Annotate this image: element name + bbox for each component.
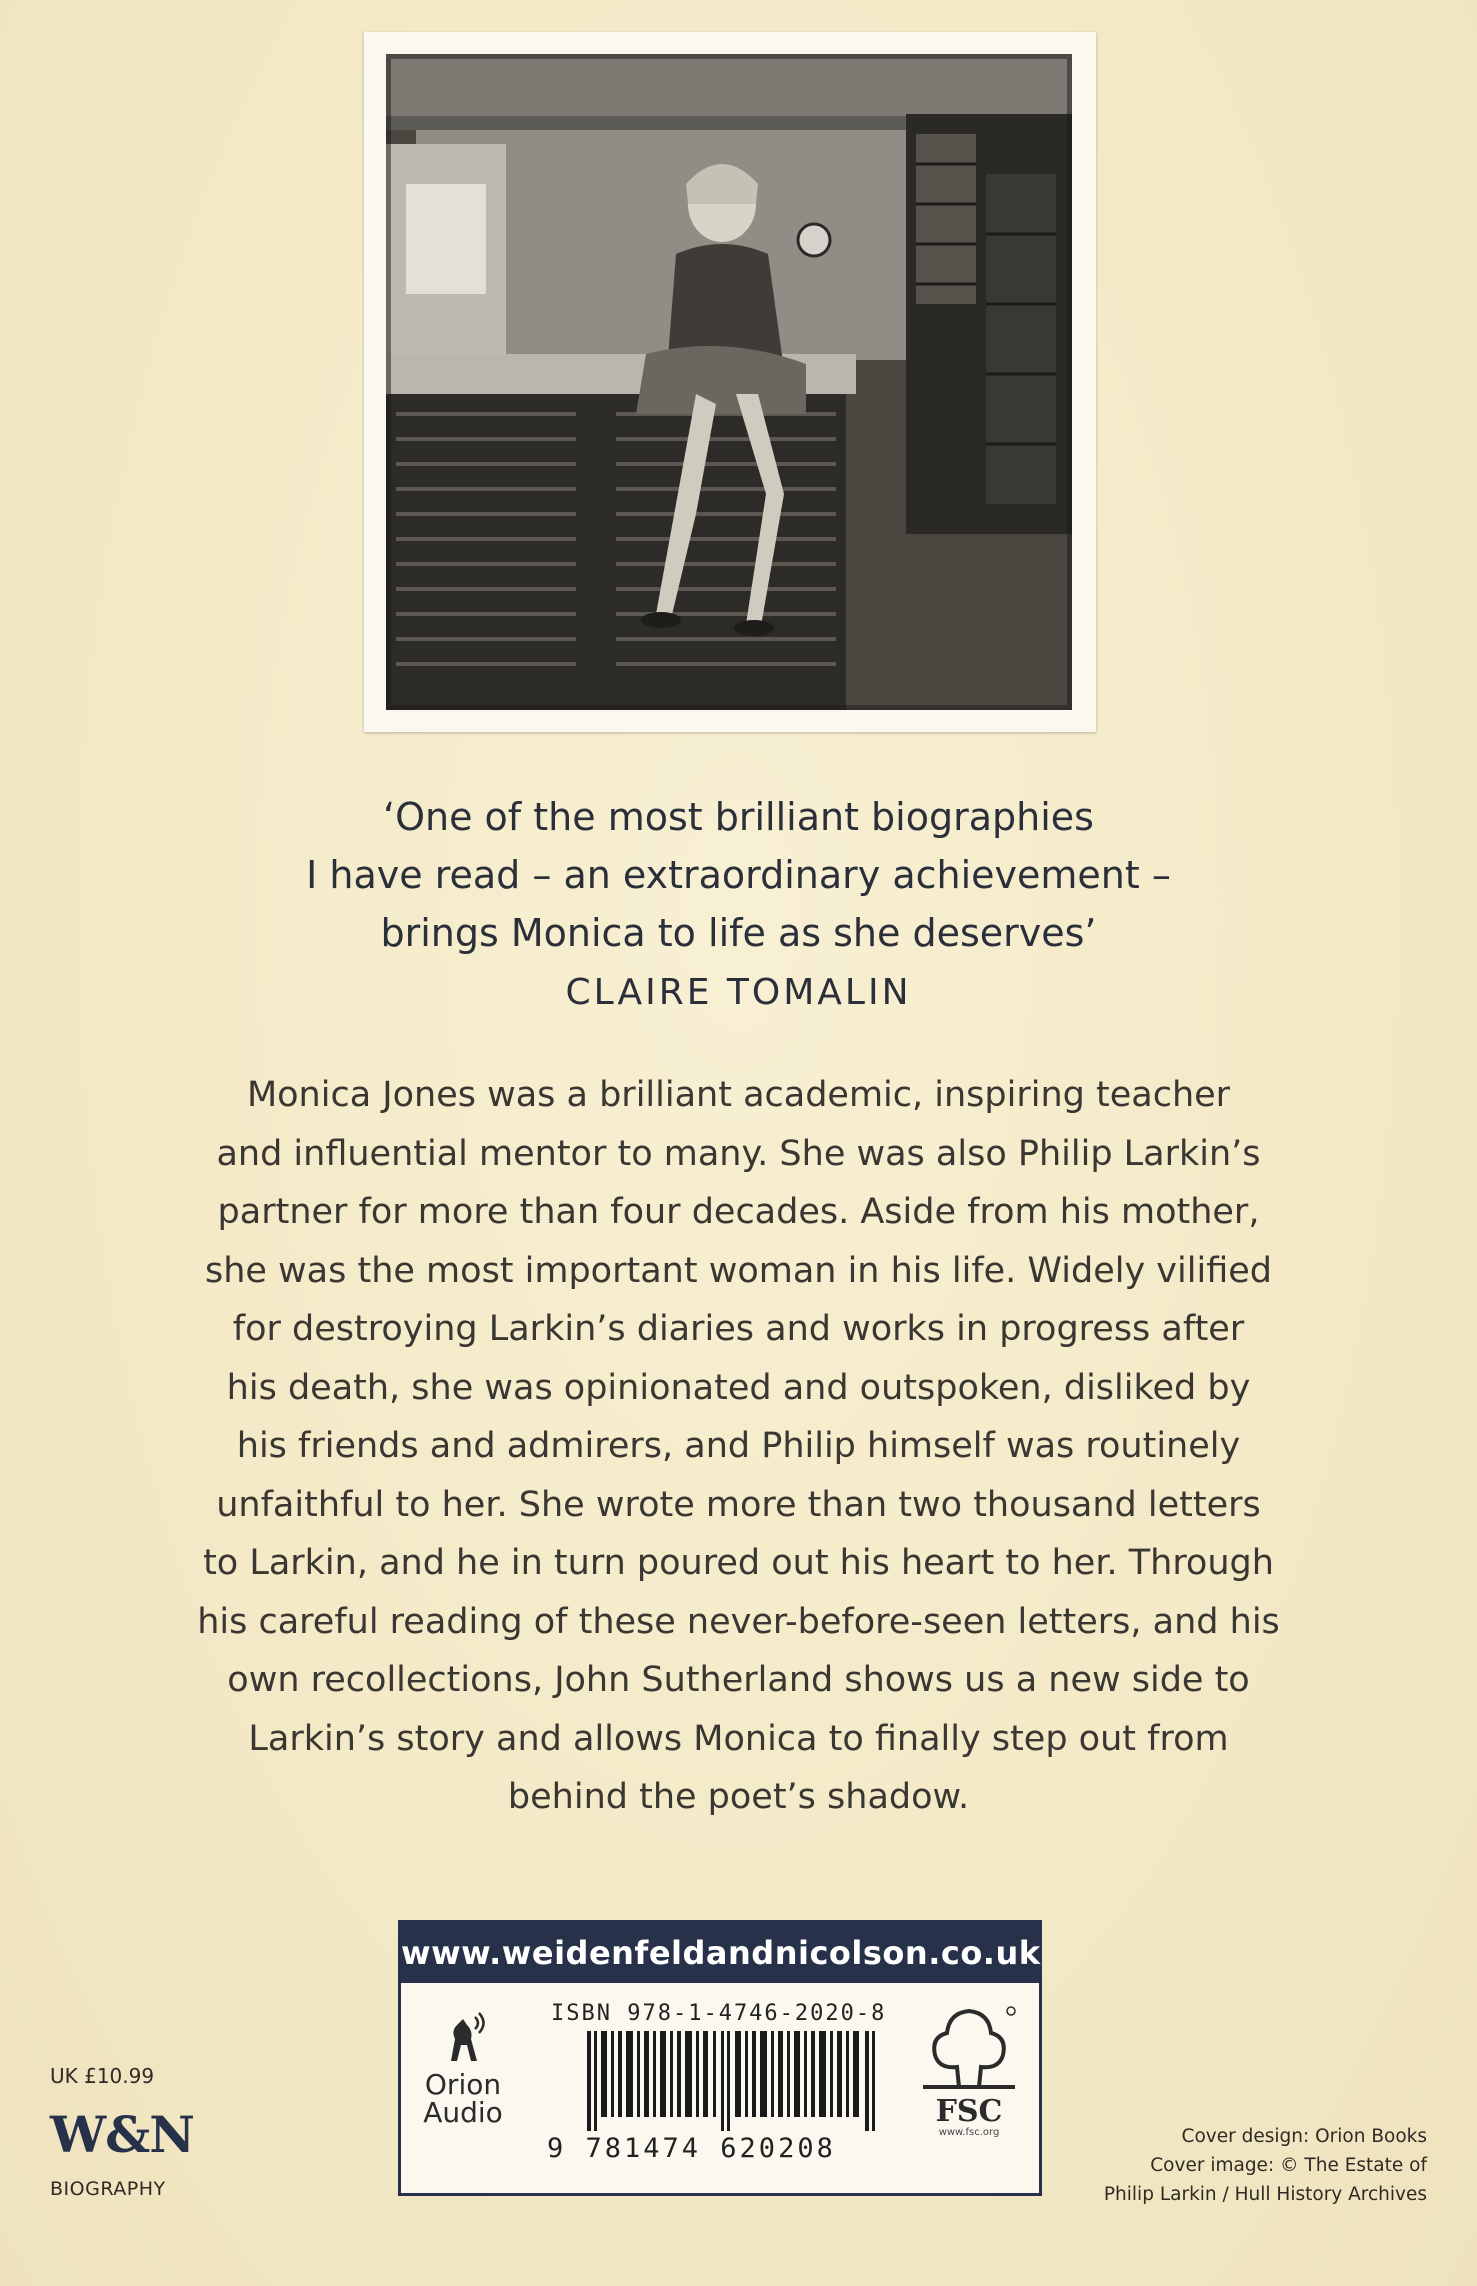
barcode-digits: 9 781474 620208 <box>547 2133 836 2164</box>
imprint-label: BIOGRAPHY <box>50 2178 166 2200</box>
audio-label: Audio <box>423 2096 503 2129</box>
cover-credits <box>1104 2122 1427 2209</box>
fsc-logo <box>909 2003 1029 2138</box>
credit-line: Philip Larkin / Hull History Archives <box>1103 2184 1427 2205</box>
blurb-line: unfaithful to her. She wrote more than two thousand letters <box>216 1484 1261 1525</box>
blurb-line: Monica Jones was a brilliant academic, inspiring teacher <box>246 1075 1231 1115</box>
quote-line: brings Monica to life as she deserves’ <box>380 911 1097 955</box>
blurb-line: own recollections, John Sutherland shows us a new side to <box>227 1660 1250 1700</box>
wn-logo: W&N <box>50 2105 194 2164</box>
blurb-line: his death, she was opinionated and outspoken, disliked by <box>226 1367 1251 1408</box>
credit-line: Cover design: Orion Books <box>1181 2126 1427 2147</box>
blurb-line: his friends and admirers, and Philip himself was routinely <box>236 1426 1241 1466</box>
blurb-line: to Larkin, and he in turn poured out his heart to her. Through <box>203 1543 1274 1583</box>
blurb-line: partner for more than four decades. Aside from his mother, <box>217 1192 1260 1232</box>
photo-frame <box>364 32 1096 732</box>
review-quote <box>0 788 1477 962</box>
blurb-line: for destroying Larkin’s diaries and works in progress after <box>232 1309 1245 1349</box>
quote-line: ‘One of the most brilliant biographies <box>383 795 1094 839</box>
quote-attribution: CLAIRE TOMALIN <box>565 972 912 1013</box>
fsc-url: www.fsc.org <box>938 2127 1000 2138</box>
publisher-url[interactable]: www.weidenfeldandnicolson.co.uk <box>401 1923 1039 1983</box>
blurb-line: she was the most important woman in his life. Widely vilified <box>204 1250 1272 1291</box>
isbn-label: ISBN 978-1-4746-2020-8 <box>551 2001 887 2026</box>
barcode-icon <box>587 2031 877 2131</box>
barcode-box <box>398 1920 1042 2196</box>
quote-line: I have read – an extraordinary achievement – <box>306 853 1171 897</box>
book-blurb <box>0 1066 1477 1827</box>
cover-photo <box>386 54 1072 710</box>
blurb-line: behind the poet’s shadow. <box>507 1777 970 1817</box>
blurb-line: and influential mentor to many. She was also Philip Larkin’s <box>216 1133 1261 1174</box>
credit-line: Cover image: © The Estate of <box>1150 2155 1427 2176</box>
dog-icon <box>433 2009 493 2067</box>
blurb-line: his careful reading of these never-before-seen letters, and his <box>197 1601 1280 1642</box>
blurb-line: Larkin’s story and allows Monica to finally step out from <box>248 1718 1229 1759</box>
orion-audio-logo <box>423 2009 503 2127</box>
fsc-tree-icon <box>919 2003 1019 2093</box>
photo-illustration <box>386 54 1072 710</box>
orion-label: Orion <box>424 2068 502 2101</box>
fsc-label: FSC <box>935 2094 1003 2129</box>
price-label: UK £10.99 <box>50 2064 155 2088</box>
